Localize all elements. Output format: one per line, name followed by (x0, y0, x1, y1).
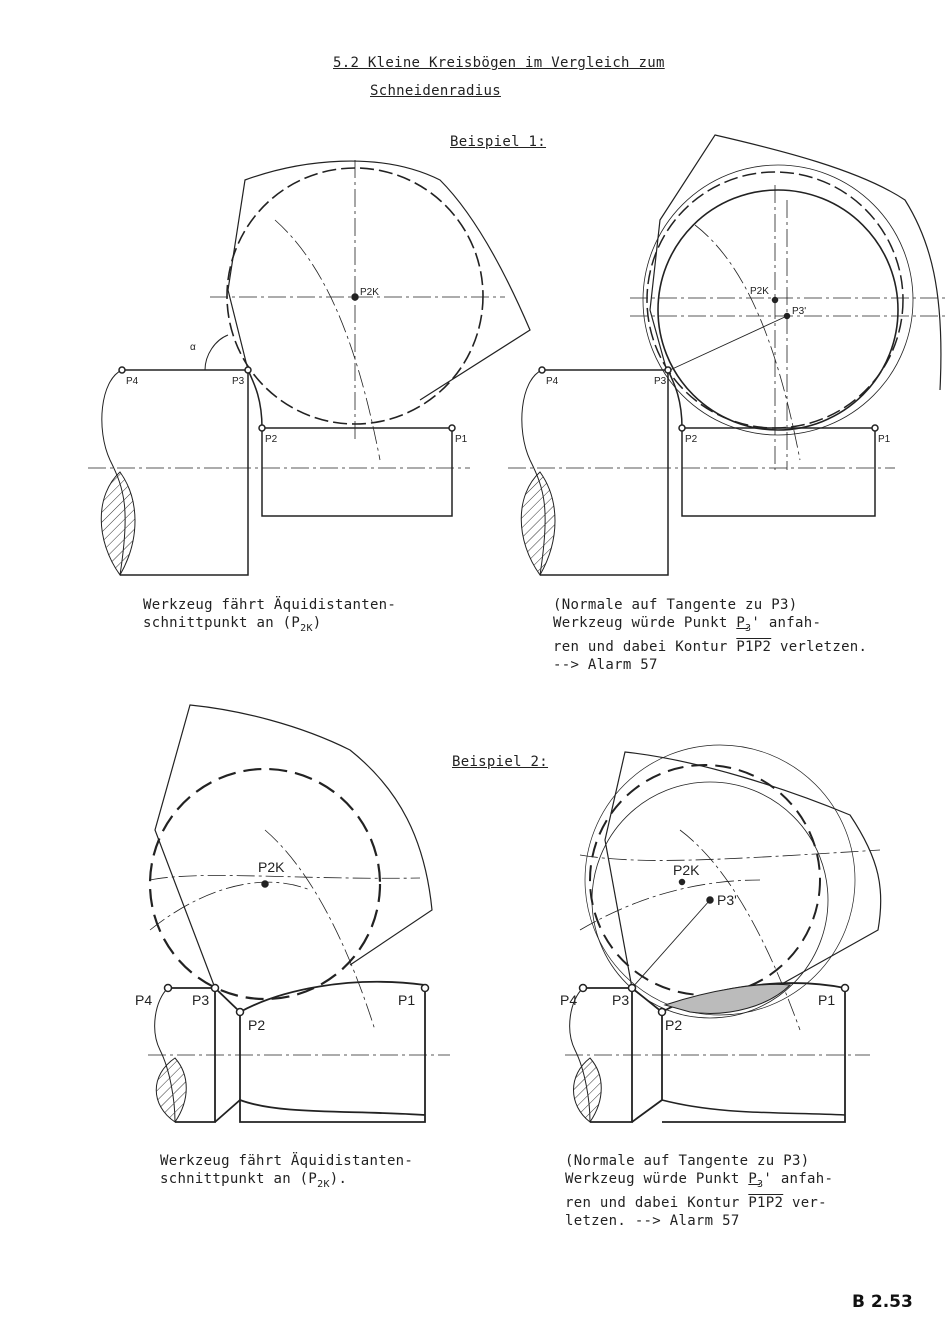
section-heading-line2: Schneidenradius (370, 83, 501, 99)
caption-line: Werkzeug fährt Äquidistanten- (160, 1153, 414, 1169)
caption-text: schnittpunkt an (P (160, 1171, 318, 1187)
caption-line (553, 614, 867, 638)
cutter-circle-dashed (590, 765, 820, 995)
ex2-left-label-p4: P4 (135, 992, 153, 1008)
ex1-right-label-p4: P4 (546, 376, 559, 387)
example2-left-drawing (148, 705, 450, 1122)
caption-text: schnittpunkt an (P (143, 615, 301, 631)
caption-text: ' anfah- (751, 615, 822, 631)
caption-line: Werkzeug fährt Äquidistanten- (143, 597, 397, 613)
caption-line: letzen. --> Alarm 57 (565, 1212, 740, 1229)
caption-text: ) (788, 597, 798, 613)
ex2-right-label-p2: P2 (665, 1017, 683, 1033)
example1-left-drawing (88, 160, 530, 575)
ex2-right-label-p1: P1 (818, 992, 836, 1008)
caption-text: ver- (783, 1194, 827, 1211)
caption-line (143, 614, 396, 638)
caption-text: verletzen. (771, 638, 868, 655)
ex1-angle-label: α (190, 342, 196, 353)
caption-line: --> Alarm 57 (553, 656, 658, 673)
caption-point (736, 615, 752, 634)
ex2-left-label-p3: P3 (192, 992, 210, 1008)
caption-line (565, 1170, 833, 1194)
example2-right-drawing (565, 745, 881, 1122)
caption-text: Werkzeug würde Punkt (565, 1171, 749, 1187)
caption-sub: 3 (745, 622, 752, 634)
caption-text: ' anfah- (763, 1171, 834, 1187)
ex1-left-caption (143, 596, 396, 638)
caption-contour: P1P2 (748, 1194, 784, 1211)
workpiece-left (120, 370, 248, 575)
caption-contour: P1P2 (736, 638, 772, 655)
section-heading-line1: 5.2 Kleine Kreisbögen im Vergleich zum (333, 55, 665, 71)
ex1-right-caption (553, 596, 867, 674)
ex2-left-label-p1: P1 (398, 992, 416, 1008)
ex1-left-label-p3: P3 (232, 376, 245, 387)
ex2-right-label-p3prime: P3' (717, 892, 737, 908)
caption-line (553, 596, 867, 614)
example1-title: Beispiel 1: (450, 134, 547, 150)
caption-sub: 2K (317, 1178, 330, 1190)
caption-point (748, 1171, 764, 1190)
ex1-left-label-p2: P2 (265, 434, 278, 445)
caption-text: Werkzeug würde Punkt (553, 615, 737, 631)
ex1-left-label-p4: P4 (126, 376, 139, 387)
caption-text: ) (800, 1153, 810, 1169)
caption-line (565, 1152, 833, 1170)
caption-text: (Normale auf Tangente zu P (565, 1153, 792, 1169)
violation-shaded-area (665, 984, 790, 1013)
caption-text: P (736, 615, 746, 631)
caption-text: ) (312, 615, 322, 631)
caption-line (160, 1170, 413, 1194)
caption-text: ren und dabei Kontur (565, 1194, 749, 1211)
example1-right-drawing (508, 135, 945, 575)
caption-sub: 3 (779, 597, 789, 613)
tool-outline (605, 752, 881, 988)
tool-outline (155, 705, 432, 988)
workpiece-step (248, 370, 452, 516)
ex2-left-label-p2k: P2K (258, 859, 285, 875)
hatched-section (101, 472, 135, 575)
ex1-right-label-p2k: P2K (750, 286, 769, 297)
ex2-right-label-p2k: P2K (673, 862, 700, 878)
ex2-left-label-p2: P2 (248, 1017, 266, 1033)
ex2-right-caption (565, 1152, 833, 1230)
caption-text: ). (329, 1171, 348, 1187)
caption-sub: 3 (757, 1178, 764, 1190)
ex1-left-label-p1: P1 (455, 434, 468, 445)
ex1-right-label-p3prime: P3' (792, 306, 807, 317)
ex1-left-label-p2k: P2K (360, 287, 379, 298)
ex2-right-label-p3: P3 (612, 992, 630, 1008)
page-number: B 2.53 (852, 1292, 913, 1312)
ex2-right-label-p4: P4 (560, 992, 578, 1008)
caption-text: ren und dabei Kontur (553, 638, 737, 655)
caption-line (565, 1194, 833, 1212)
example2-title: Beispiel 2: (452, 754, 549, 770)
caption-text: (Normale auf Tangente zu P (553, 597, 780, 613)
caption-sub: 2K (300, 622, 313, 634)
caption-line (553, 638, 867, 656)
ex1-right-label-p1: P1 (878, 434, 891, 445)
ex1-right-label-p3: P3 (654, 376, 667, 387)
ex1-right-label-p2: P2 (685, 434, 698, 445)
ex2-left-caption (160, 1152, 413, 1194)
caption-sub: 3 (791, 1153, 801, 1169)
caption-text: P (748, 1171, 758, 1187)
